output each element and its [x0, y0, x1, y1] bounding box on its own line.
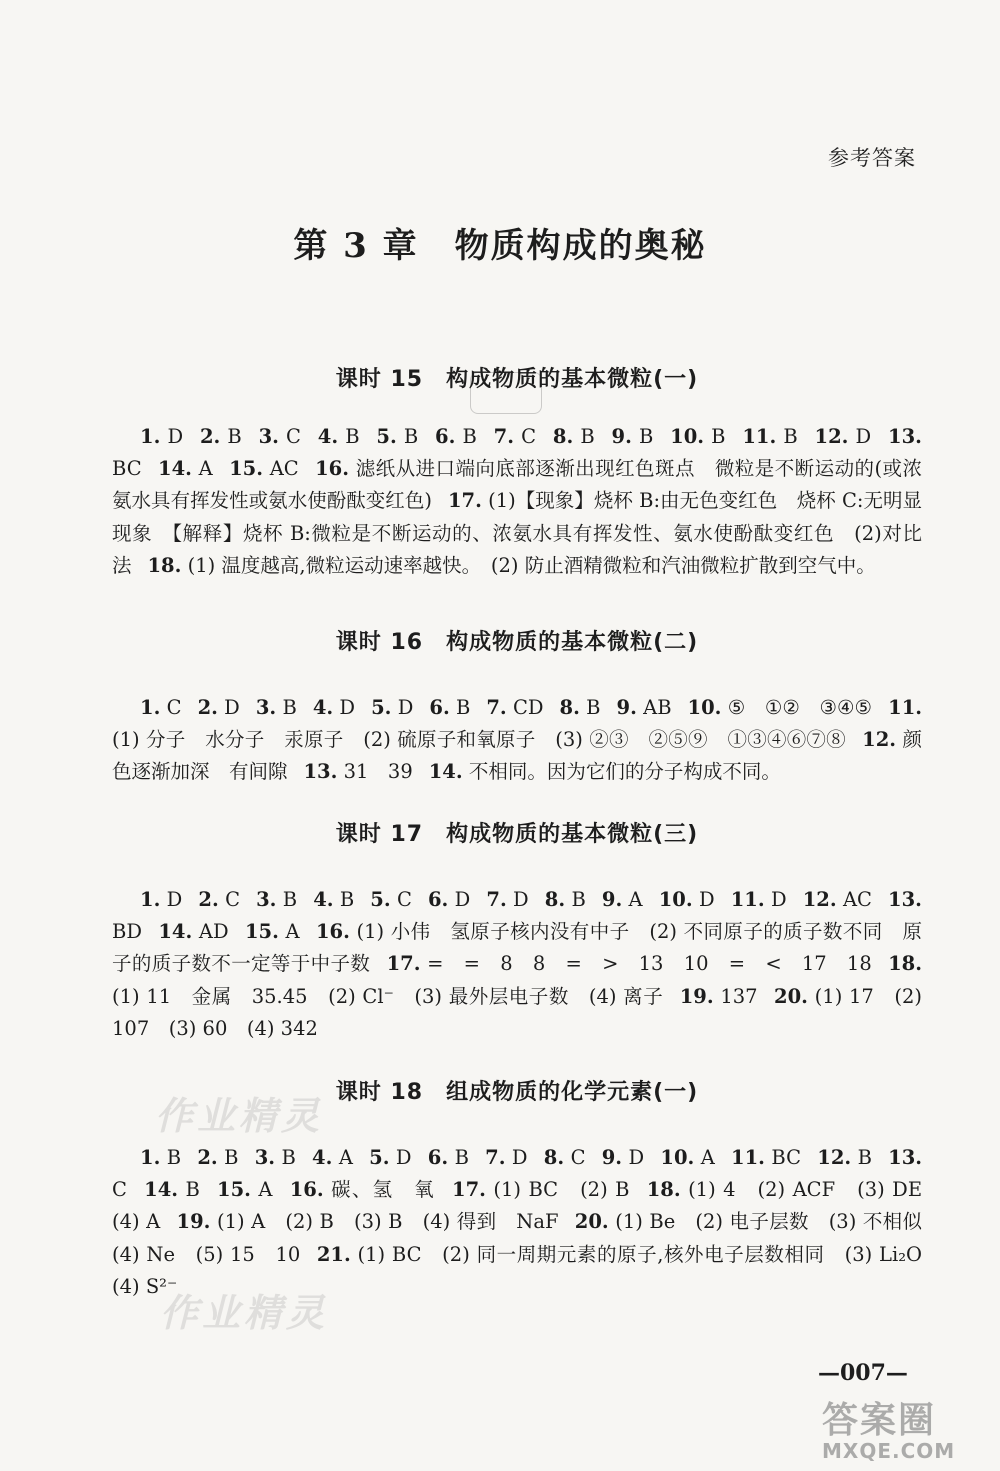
answer-text: C [112, 1178, 127, 1202]
answer-text: (1) 温度越高,微粒运动速率越快。 (2) 防止酒精微粒和汽油微粒扩散到空气中。 [181, 553, 876, 577]
answer-text: B [448, 1146, 469, 1169]
question-number: 8. [559, 696, 580, 719]
answer-text: C [160, 696, 182, 719]
question-number: 13. [888, 888, 922, 911]
answer-text: 碳、氢 氧 [323, 1178, 435, 1202]
question-number: 9. [601, 888, 623, 911]
question-number: 4. [312, 696, 334, 719]
question-number: 21. [316, 1242, 351, 1266]
question-number: 19. [176, 1210, 211, 1234]
section-heading: 课时 18 组成物质的化学元素(一) [335, 1080, 699, 1105]
answer-text: BD [112, 920, 142, 944]
answer-text: B [851, 1146, 872, 1169]
question-number: 14. [158, 920, 193, 944]
section-heading: 课时 15 构成物质的基本微粒(一) [335, 367, 699, 392]
answer-text: D [506, 888, 529, 911]
answer-text: B [276, 696, 297, 719]
question-number: 16. [315, 920, 350, 944]
answer-text: D [448, 888, 471, 911]
answer-text: D [622, 1146, 645, 1169]
question-number: 13. [888, 1146, 923, 1169]
answer-text: D [848, 425, 872, 448]
answer-text: B [704, 425, 726, 448]
question-number: 6. [427, 1146, 449, 1169]
watermark-text: 作业精灵 [155, 1094, 324, 1138]
answer-block [112, 1142, 942, 1303]
answer-text: C [278, 425, 301, 448]
question-number: 18. [147, 553, 182, 577]
question-number: 12. [802, 888, 837, 911]
question-number: 12. [862, 728, 897, 752]
answer-text: D [389, 1146, 412, 1169]
question-number: 17. [447, 489, 482, 513]
question-number: 8. [544, 888, 566, 911]
question-number: 11. [888, 696, 923, 719]
answer-text: B [776, 425, 798, 448]
question-number: 6. [429, 696, 450, 719]
chapter-title: 第 3 章 物质构成的奥秘 [293, 226, 707, 266]
question-number: 17. [452, 1178, 486, 1202]
question-number: 20. [774, 984, 808, 1008]
section-heading: 课时 17 构成物质的基本微粒(三) [335, 822, 699, 847]
question-number: 16. [315, 457, 350, 481]
question-number: 19. [679, 984, 714, 1008]
question-number: 2. [197, 696, 218, 719]
answer-text: B [449, 696, 471, 719]
answer-text: AC [836, 888, 872, 911]
answer-text: A [332, 1146, 353, 1169]
answer-text: B [455, 425, 477, 448]
answer-text: B [565, 888, 586, 911]
answer-text: (1) BC (2) B [485, 1178, 630, 1202]
question-number: 11. [742, 425, 777, 448]
site-logo [822, 1392, 972, 1467]
question-number: 10. [660, 1146, 695, 1169]
question-number: 14. [158, 457, 192, 481]
question-number: 18. [646, 1178, 681, 1202]
question-number: 6. [427, 888, 449, 911]
logo-text: 答案圈 [822, 1400, 937, 1441]
answer-text: C [218, 888, 241, 911]
answer-text: ⑤ ①② ③④⑤ [721, 696, 873, 719]
answer-text: (1) BC (2) 同一周期元素的原子,核外电子层数相同 (3) Li₂O (4) S²⁻ [112, 1242, 942, 1298]
page-number: —007— [818, 1360, 908, 1386]
section-lesson-15 [112, 362, 922, 582]
question-number: 5. [376, 425, 397, 448]
question-number: 1. [140, 696, 161, 719]
answer-text: A [694, 1146, 715, 1169]
question-number: 4. [313, 888, 334, 911]
answer-text: (1) 11 金属 35.45 (2) Cl⁻ (3) 最外层电子数 (4) 离子 [112, 984, 664, 1008]
answer-text: AD [192, 920, 229, 944]
answer-text: B [573, 425, 595, 448]
answer-text: A [278, 920, 300, 944]
answer-text: C [514, 425, 537, 448]
question-number: 15. [217, 1178, 251, 1202]
answer-text: A [622, 888, 643, 911]
question-number: 15. [244, 920, 279, 944]
logo-url: MXQE.COM [822, 1439, 956, 1463]
answer-text: D [505, 1146, 528, 1169]
question-number: 9. [611, 425, 632, 448]
answer-text: (1) Be (2) 电子层数 (3) 不相似 (4) Ne (5) 15 10 [112, 1210, 942, 1266]
question-number: 8. [552, 425, 574, 448]
section-lesson-16 [112, 625, 922, 789]
answer-block [112, 421, 922, 582]
question-number: 12. [817, 1146, 852, 1169]
answer-text: D [333, 696, 356, 719]
answer-text: D [391, 696, 414, 719]
answer-text: 137 [713, 984, 758, 1008]
question-number: 10. [658, 888, 693, 911]
answer-text: D [160, 425, 184, 448]
section-heading: 课时 16 构成物质的基本微粒(二) [335, 630, 699, 655]
answer-text: (1)【现象】烧杯 B:由无色变红色 烧杯 C:无明显现象 【解释】烧杯 B:微粒是不断运动的、浓氨水具有挥发性、氨水使酚酞变红色 (2)对比法 [112, 489, 923, 577]
question-number: 4. [317, 425, 339, 448]
question-number: 9. [616, 696, 637, 719]
question-number: 5. [369, 1146, 390, 1169]
question-number: 9. [601, 1146, 623, 1169]
question-number: 3. [256, 888, 277, 911]
answer-text: B [275, 1146, 296, 1169]
answer-text: (1) 17 (2) 107 (3) 60 (4) 342 [112, 984, 922, 1040]
question-number: 12. [814, 425, 849, 448]
question-number: 1. [140, 425, 161, 448]
answer-text: B [178, 1178, 200, 1202]
answer-text: B [333, 888, 355, 911]
question-number: 5. [371, 696, 392, 719]
answer-text: (1) 4 (2) ACF (3) DE (4) A [112, 1178, 942, 1234]
answer-text: D [692, 888, 715, 911]
question-number: 1. [140, 888, 161, 911]
answer-text: B [579, 696, 601, 719]
answer-text: 31 39 [337, 760, 413, 784]
watermark-text: 作业精灵 [160, 1291, 329, 1335]
question-number: 15. [229, 457, 264, 481]
answer-text: D [217, 696, 240, 719]
question-number: 17. [386, 952, 421, 976]
answer-text: D [764, 888, 787, 911]
answer-text: D [160, 888, 183, 911]
answer-text: BC [764, 1146, 802, 1169]
answer-text: 颜色逐渐加深 有间隙 [112, 728, 923, 784]
answer-text: (1) A (2) B (3) B (4) 得到 NaF [210, 1210, 559, 1234]
answer-text: C [390, 888, 412, 911]
question-number: 2. [197, 1146, 218, 1169]
answer-text: AC [263, 457, 299, 481]
question-number: 10. [670, 425, 705, 448]
question-number: 14. [144, 1178, 179, 1202]
answer-text: B [160, 1146, 182, 1169]
answer-text: A [191, 457, 213, 481]
question-number: 16. [289, 1178, 324, 1202]
question-number: 13. [303, 760, 338, 784]
question-number: 2. [198, 888, 219, 911]
section-lesson-17 [112, 817, 922, 1045]
answer-text: CD [506, 696, 544, 719]
question-number: 13. [888, 425, 922, 448]
answer-text: B [396, 425, 419, 448]
question-number: 14. [428, 760, 463, 784]
answer-text: B [217, 1146, 239, 1169]
answer-text: (1) 小伟 氢原子核内没有中子 (2) 不同原子的质子数不同 原子的质子数不一定等于中子数 [112, 920, 923, 976]
answer-text: AB [636, 696, 672, 719]
question-number: 6. [435, 425, 456, 448]
answer-text: = = 8 8 = > 13 10 = < 17 18 [420, 952, 872, 976]
answer-text: B [338, 425, 360, 448]
answer-text: (1) 分子 水分子 汞原子 (2) 硫原子和氧原子 (3) ②③ ②⑤⑨ ①③④⑥⑦⑧ [112, 728, 846, 752]
answer-text: B [276, 888, 298, 911]
answer-text: A [250, 1178, 273, 1202]
question-number: 7. [485, 1146, 506, 1169]
question-number: 8. [543, 1146, 565, 1169]
question-number: 11. [730, 888, 765, 911]
question-number: 1. [140, 1146, 161, 1169]
question-number: 2. [199, 425, 221, 448]
question-number: 7. [493, 425, 515, 448]
question-number: 7. [486, 696, 507, 719]
answer-text: C [564, 1146, 586, 1169]
answer-block [112, 884, 922, 1045]
header-label: 参考答案 [828, 146, 916, 170]
question-number: 4. [312, 1146, 333, 1169]
question-number: 11. [731, 1146, 765, 1169]
answer-text: BC [112, 457, 142, 481]
answer-text: B [220, 425, 242, 448]
question-number: 18. [888, 952, 923, 976]
question-number: 10. [687, 696, 722, 719]
question-number: 3. [255, 696, 277, 719]
question-number: 5. [370, 888, 391, 911]
answer-text: 不相同。因为它们的分子构成不同。 [462, 760, 781, 784]
answer-block [112, 692, 922, 789]
answer-text: 滤纸从进口端向底部逐渐出现红色斑点 微粒是不断运动的(或浓氨水具有挥发性或氨水使酚酞变红色) [112, 457, 922, 513]
question-number: 20. [574, 1210, 609, 1234]
answer-text: B [631, 425, 654, 448]
question-number: 7. [486, 888, 507, 911]
question-number: 3. [254, 1146, 276, 1169]
question-number: 3. [258, 425, 279, 448]
